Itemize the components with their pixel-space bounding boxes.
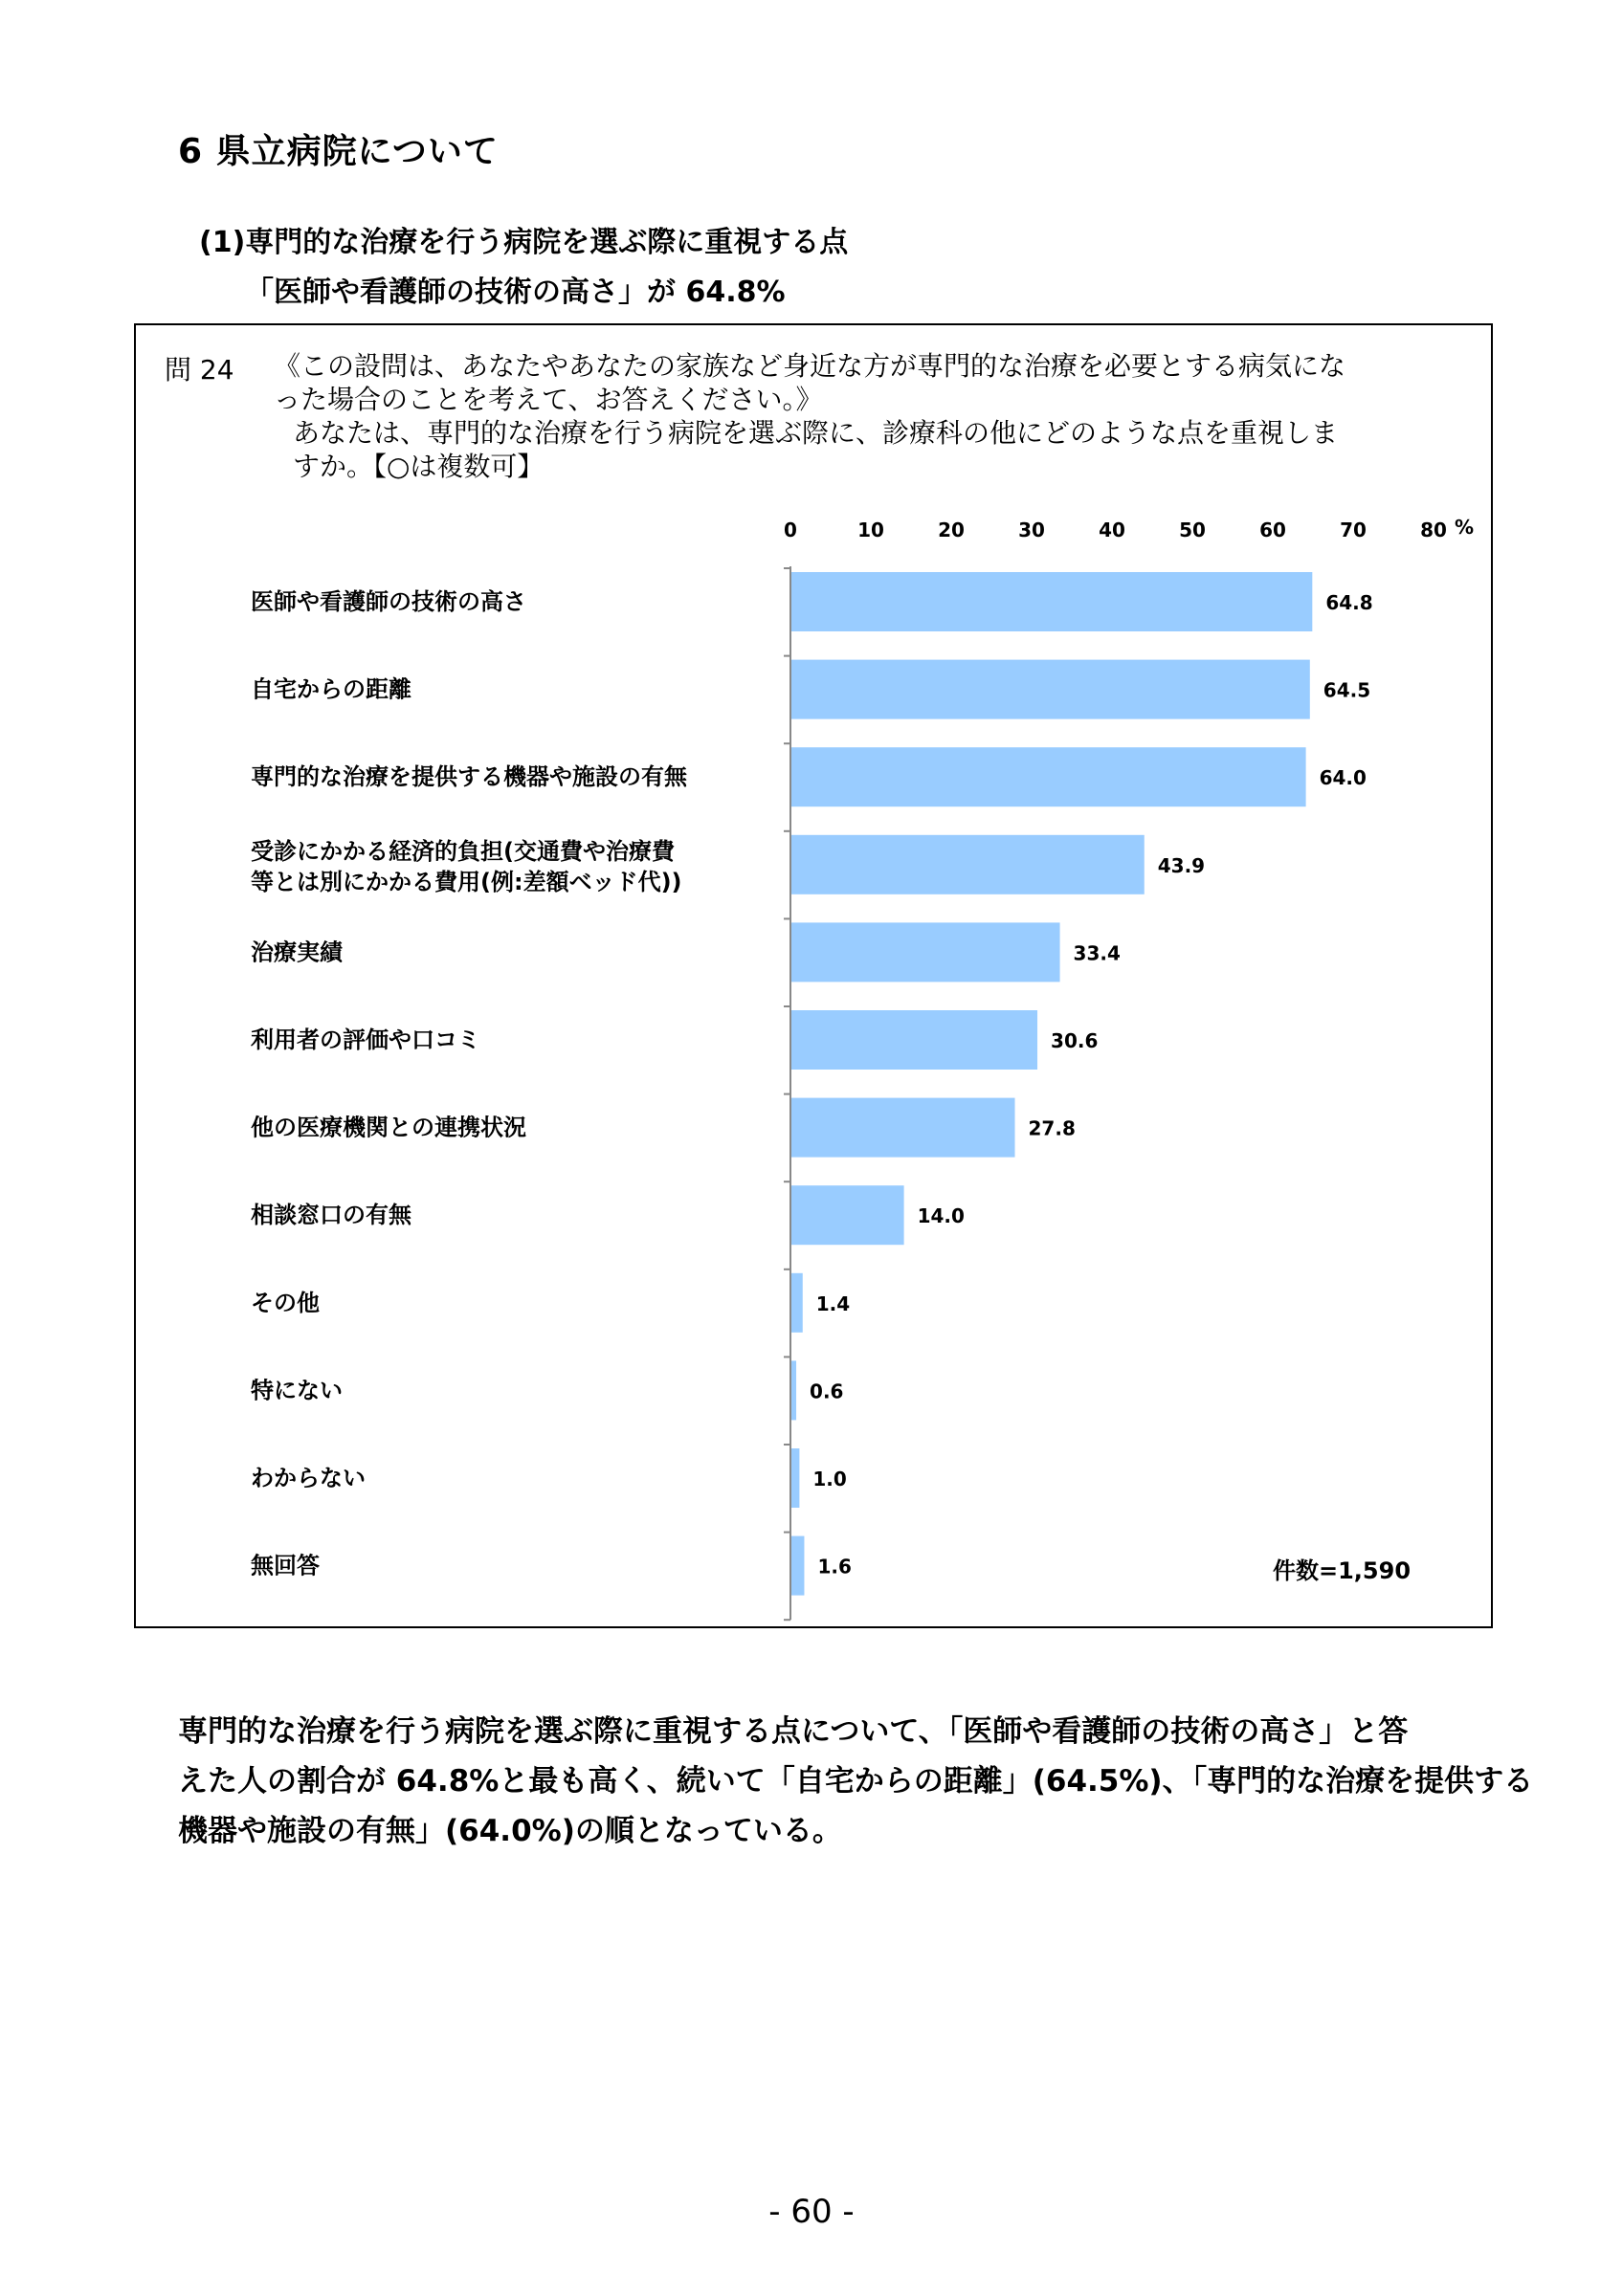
bar: [791, 1448, 799, 1508]
summary-line: 機器や施設の有無」(64.0%)の順となっている。: [178, 1814, 842, 1848]
bar: [791, 1536, 804, 1596]
page-number: - 60 -: [768, 2193, 855, 2231]
response-count: 件数=1,590: [1273, 1557, 1412, 1584]
question-line: 《この設問は、あなたやあなたの家族など身近な方が専門的な治療を必要とする病気にな: [274, 350, 1346, 382]
category-label: 自宅からの距離: [251, 675, 411, 703]
bar: [791, 1098, 1015, 1158]
category-label: 相談窓口の有無: [251, 1202, 411, 1229]
section-title: 6 県立病院について: [178, 132, 499, 171]
summary-line: 専門的な治療を行う病院を選ぶ際に重視する点について、「医師や看護師の技術の高さ」と答: [178, 1714, 1409, 1749]
bar-value-label: 27.8: [1028, 1116, 1076, 1140]
x-tick-label: 70: [1340, 519, 1367, 541]
subsection-highlight: 「医師や看護師の技術の高さ」が 64.8%: [245, 276, 786, 309]
x-tick-label: 30: [1018, 519, 1045, 541]
category-label: その他: [251, 1289, 320, 1316]
subsection-title: (1)専門的な治療を行う病院を選ぶ際に重視する点: [199, 226, 849, 259]
bar-value-label: 64.8: [1325, 591, 1373, 614]
bar: [791, 572, 1312, 631]
bar-value-label: 1.4: [815, 1292, 851, 1315]
x-tick-label: 0: [784, 519, 797, 541]
category-label: 利用者の評価や口コミ: [251, 1027, 480, 1053]
category-label: 専門的な治療を提供する機器や施設の有無: [251, 763, 687, 791]
bar-value-label: 64.0: [1319, 766, 1367, 790]
question-number: 問 24: [165, 354, 234, 386]
bar: [791, 835, 1145, 894]
category-label: 他の医療機関との連携状況: [251, 1114, 526, 1141]
bar: [791, 660, 1310, 719]
bar-value-label: 30.6: [1051, 1029, 1099, 1052]
category-label: 無回答: [251, 1552, 320, 1579]
category-label: 特にない: [251, 1377, 343, 1404]
summary-line: えた人の割合が 64.8%と最も高く、続いて「自宅からの距離」(64.5%)、「専門的な治療を提供する: [178, 1764, 1534, 1799]
question-line: った場合のことを考えて、お答えください。》: [274, 384, 823, 415]
category-label: 医師や看護師の技術の高さ: [251, 588, 526, 615]
x-tick-label: 40: [1099, 519, 1125, 541]
bar-value-label: 14.0: [917, 1204, 965, 1228]
bar: [791, 747, 1306, 806]
x-tick-label: 20: [938, 519, 965, 541]
bar-value-label: 43.9: [1157, 853, 1206, 877]
x-tick-label: 50: [1179, 519, 1206, 541]
bar: [791, 1360, 796, 1420]
bar-value-label: 33.4: [1073, 941, 1121, 965]
category-label: 治療実績: [251, 938, 343, 966]
bar-value-label: 64.5: [1323, 678, 1371, 702]
bar-value-label: 0.6: [810, 1380, 844, 1403]
category-label: 受診にかかる経済的負担(交通費や治療費等とは別にかかる費用(例:差額ベッド代)): [251, 837, 682, 895]
summary-text: [178, 1707, 1534, 1856]
bar: [791, 1273, 803, 1333]
bar: [791, 1185, 904, 1245]
question-line: すか。【○は複数可】: [293, 451, 545, 482]
bar: [791, 922, 1060, 982]
x-tick-label: 80: [1420, 519, 1447, 541]
x-unit-label: %: [1455, 516, 1475, 539]
x-tick-label: 10: [857, 519, 884, 541]
question-line: あなたは、専門的な治療を行う病院を選ぶ際に、診療科の他にどのような点を重視しま: [293, 417, 1339, 449]
category-label: わからない: [251, 1465, 366, 1491]
bar-value-label: 1.0: [812, 1468, 847, 1490]
bar-value-label: 1.6: [817, 1555, 852, 1578]
x-tick-label: 60: [1259, 519, 1286, 541]
bar: [791, 1010, 1037, 1070]
